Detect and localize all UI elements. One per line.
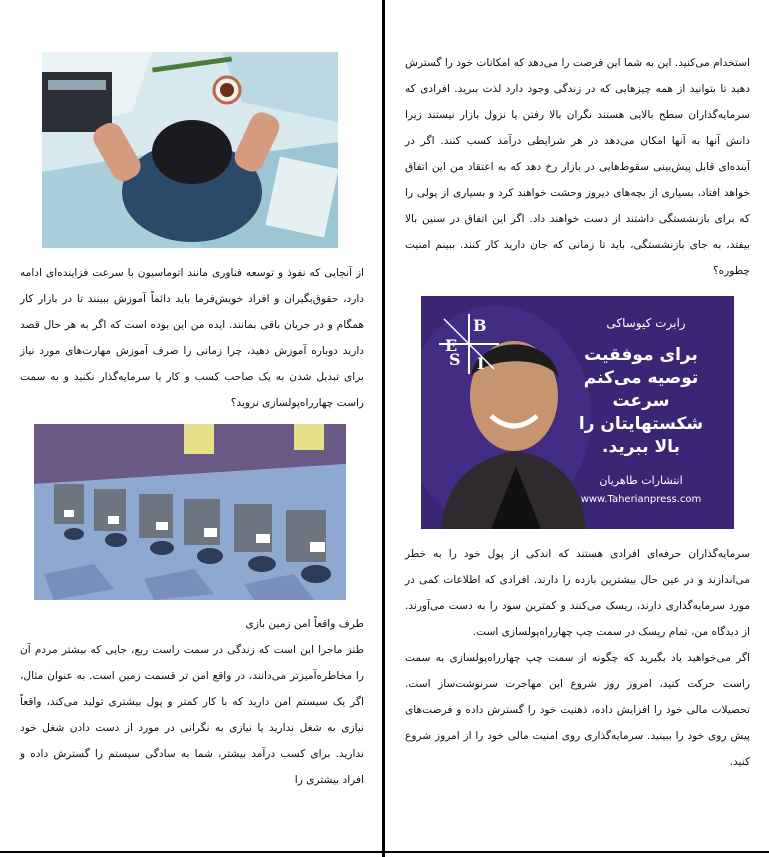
left-middle-text <box>20 260 364 416</box>
page-divider <box>382 0 385 857</box>
book-advertisement <box>421 296 734 529</box>
book-headline: برای موفقیت توصیه می‌کنم سرعت شکستهایتان را بالا ببرید. <box>578 345 704 457</box>
logo-letter-s: S <box>449 350 461 369</box>
right-top-text <box>405 50 750 284</box>
paragraph: طنز ماجرا این است که زندگی در سمت راست ربع، جایی که بیشتر مردم آن را مخاطره‌آمیزتر می‌دانند، در واقع امن تر قسمت زمین است. به عنوان مثال، اگر یک سیستم امن دارید که با کار کمتر و پول بیشتری تولید می‌کند، واقعاً نیازی به شغل ندارید یا نیازی به نگرانی در مورد از دست دادن شغل خود ندارید. برای کسب درآمد بیشتر، شما به سادگی سیستم را گسترش داده و افراد بیشتری را <box>20 644 364 786</box>
cashflow-quadrant-logo <box>439 314 499 374</box>
section-heading: طرف واقعاً امن زمین بازی <box>245 618 364 630</box>
publisher-url: www.Taherianpress.com <box>580 494 702 505</box>
paragraph: از آنجایی که نفوذ و توسعه فناوری مانند اتوماسیون با سرعت فزاینده‌ای ادامه دارد، حقوق‌بگیران و افراد خویش‌فرما باید دائماً آموزش ببینند تا در بازار کار همگام و در جریان باقی بمانند. ایده من این بوده است که اگر به هر حال قصد دارید دوباره آموزش دهید، چرا زمانی را صرف آموزش مهارت‌های مورد نیاز برای تبدیل شدن به یک صاحب کسب و کار یا سرمایه‌گذار نکنید و به سمت راست چهارراه‌پولسازی نروید؟ <box>20 267 364 409</box>
book-publisher: انتشارات طاهریان <box>599 474 683 487</box>
logo-letter-e: E <box>445 336 458 355</box>
right-bottom-text <box>405 541 750 775</box>
left-bottom-text <box>20 611 364 793</box>
paragraph: اگر می‌خواهید یاد بگیرید که چگونه از سمت چپ چهارراه‌پولسازی به سمت راست حرکت کنید، امروز روز شروع این مهاجرت سرنوشت‌ساز است. تحصیلات مالی خود را افزایش داده، ذهنیت خود را گسترش داده و فرصت‌های پیش روی خود را ببینید. سرمایه‌گذاری روی امنیت مالی خود را از امروز شروع کنید. <box>405 652 750 768</box>
logo-letter-i: I <box>477 354 485 373</box>
book-author: رابرت کیوساکی <box>606 316 686 330</box>
paragraph: استخدام می‌کنید. این به شما این فرصت را می‌دهد که امکانات خود را گسترش دهید تا بتوانید از همه چیزهایی که در زندگی وجود دارد لذت ببرید. افرادی که سرمایه‌گذاران سطح بالایی هستند نگران بالا رفتن یا نزول بازار نیستند زیرا دانش آنها به آنها امکان می‌دهد در هر شرایطی درآمد کسب کنند. اگر در آینده‌ای قابل پیش‌بینی سقوط‌هایی در بازار رخ دهد که به اعتقاد من این اتفاق خواهد افتاد، بسیاری از بچه‌های دیروز وحشت خواهند کرد و بسیاری از پولی را که برای بازنشستگی داشتند از دست خواهند داد. اگر این اتفاق در سنین بالا بیفتد، به جای بازنشستگی، باید تا زمانی که جان دارید کار کنند. ببینم امنیت چطوره؟ <box>405 57 750 277</box>
paragraph: سرمایه‌گذاران حرفه‌ای افرادی هستند که اندکی از پول خود را به خطر می‌اندازند و در عین حال بیشترین بازده را دارند. افرادی که اطلاعات کمی در مورد سرمایه‌گذاری دارند، ریسک می‌کنند و کمترین سود را به دست می‌آورند. از دیدگاه من، تمام ریسک در سمت چپ چهارراه‌پولسازی است. <box>405 548 750 638</box>
bottom-rule <box>0 851 769 853</box>
logo-letter-b: B <box>473 316 487 335</box>
stressed-trader-image <box>42 52 338 248</box>
office-cubicles-image <box>34 424 346 600</box>
